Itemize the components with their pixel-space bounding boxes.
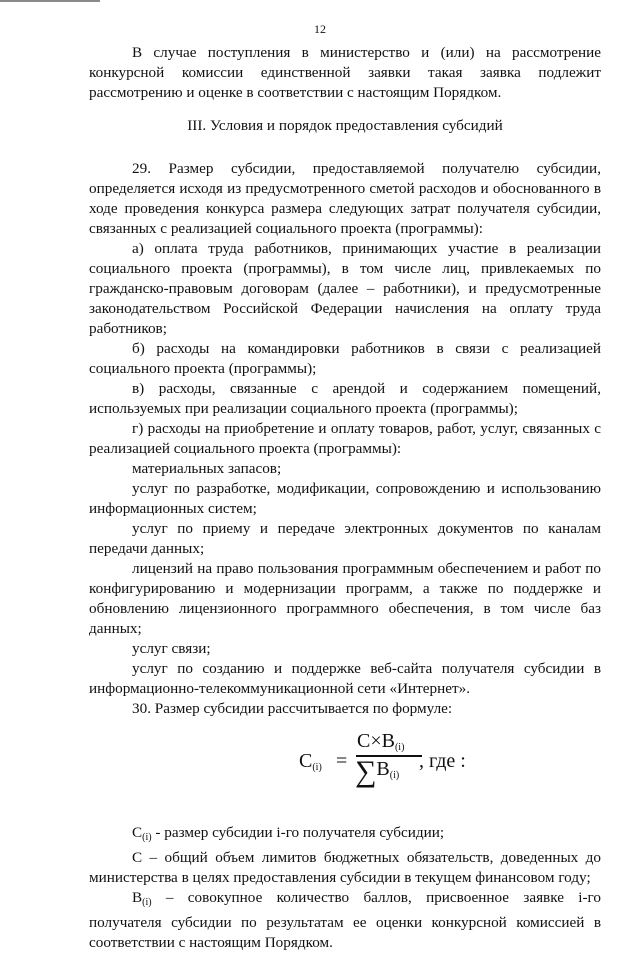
definition-c: C – общий объем лимитов бюджетных обязательств, доведенных до министерства в целях предоставления субсидии в текущем финансовом году; [89, 849, 601, 886]
item-b-travel: б) расходы на командировки работников в связи с реализацией социального проекта (программы); [89, 340, 601, 377]
scan-edge-line [0, 0, 100, 2]
item-v-rent: в) расходы, связанные с арендой и содержанием помещений, используемых при реализации социального проекта (программы); [89, 380, 601, 417]
item-g-goods: г) расходы на приобретение и оплату товаров, работ, услуг, связанных с реализацией социального проекта (программы): [89, 420, 601, 457]
paragraph-30: 30. Размер субсидии рассчитывается по формуле: [132, 700, 453, 717]
definition-bi: $B_{(i)}$ – совокупное количество баллов, присвоенное заявке i-го получателя субсидии по результатам ее оценки конкурсной комиссией в соответствии с настоящим Порядком. [89, 889, 601, 951]
formula-numerator: $C\times B_{(i)}$ [357, 730, 405, 753]
subitem-website: услуг по созданию и поддержке веб-сайта получателя субсидии в информационно-телекоммуникационной сети «Интернет». [89, 660, 601, 697]
section-title: III. Условия и порядок предоставления субсидий [187, 117, 503, 134]
paragraph-29: 29. Размер субсидии, предоставляемой получателю субсидии, определяется исходя из предусмотренного сметой расходов и обоснованного в ходе проведения конкурса размера следующих затрат получателя субсидии, связанных с реализацией социального проекта (программы): [89, 160, 601, 237]
page-number: 12 [314, 22, 326, 36]
subitem-communication: услуг связи; [132, 640, 211, 657]
paragraph-single-application: В случае поступления в министерство и (или) на рассмотрение конкурсной комиссии единственной заявки такая заявка подлежит рассмотрению и оценке в соответствии с настоящим Порядком. [89, 44, 601, 101]
formula-tail: , где : [419, 750, 466, 772]
formula-denominator: $\sum B_{(i)}$ [355, 755, 400, 788]
item-a-labor: а) оплата труда работников, принимающих участие в реализации социального проекта (программы), в том числе лиц, привлекаемых по гражданско-правовым договорам (далее – работники), и предусмотренные законодательством Российской Федерации начисления на оплату труда работников; [89, 240, 601, 337]
subitem-e-docs: услуг по приему и передаче электронных документов по каналам передачи данных; [89, 520, 601, 557]
formula-block [89, 725, 601, 815]
subitem-licenses: лицензий на право пользования программным обеспечением и работ по конфигурированию и модернизации программ, а также по поддержке и обновлению лицензионного программного обеспечения, в том числе баз данных; [89, 560, 601, 637]
subitem-info-systems: услуг по разработке, модификации, сопровождению и использованию информационных систем; [89, 480, 601, 517]
definition-ci: $C_{(i)}$ - размер субсидии i-го получателя субсидии; [132, 824, 445, 843]
subsidy-formula [299, 731, 499, 801]
formula-lhs: $C_{(i)}$ [299, 750, 322, 773]
subitem-materials: материальных запасов; [132, 460, 282, 477]
document-body [89, 43, 601, 953]
formula-equals: = [336, 750, 348, 772]
